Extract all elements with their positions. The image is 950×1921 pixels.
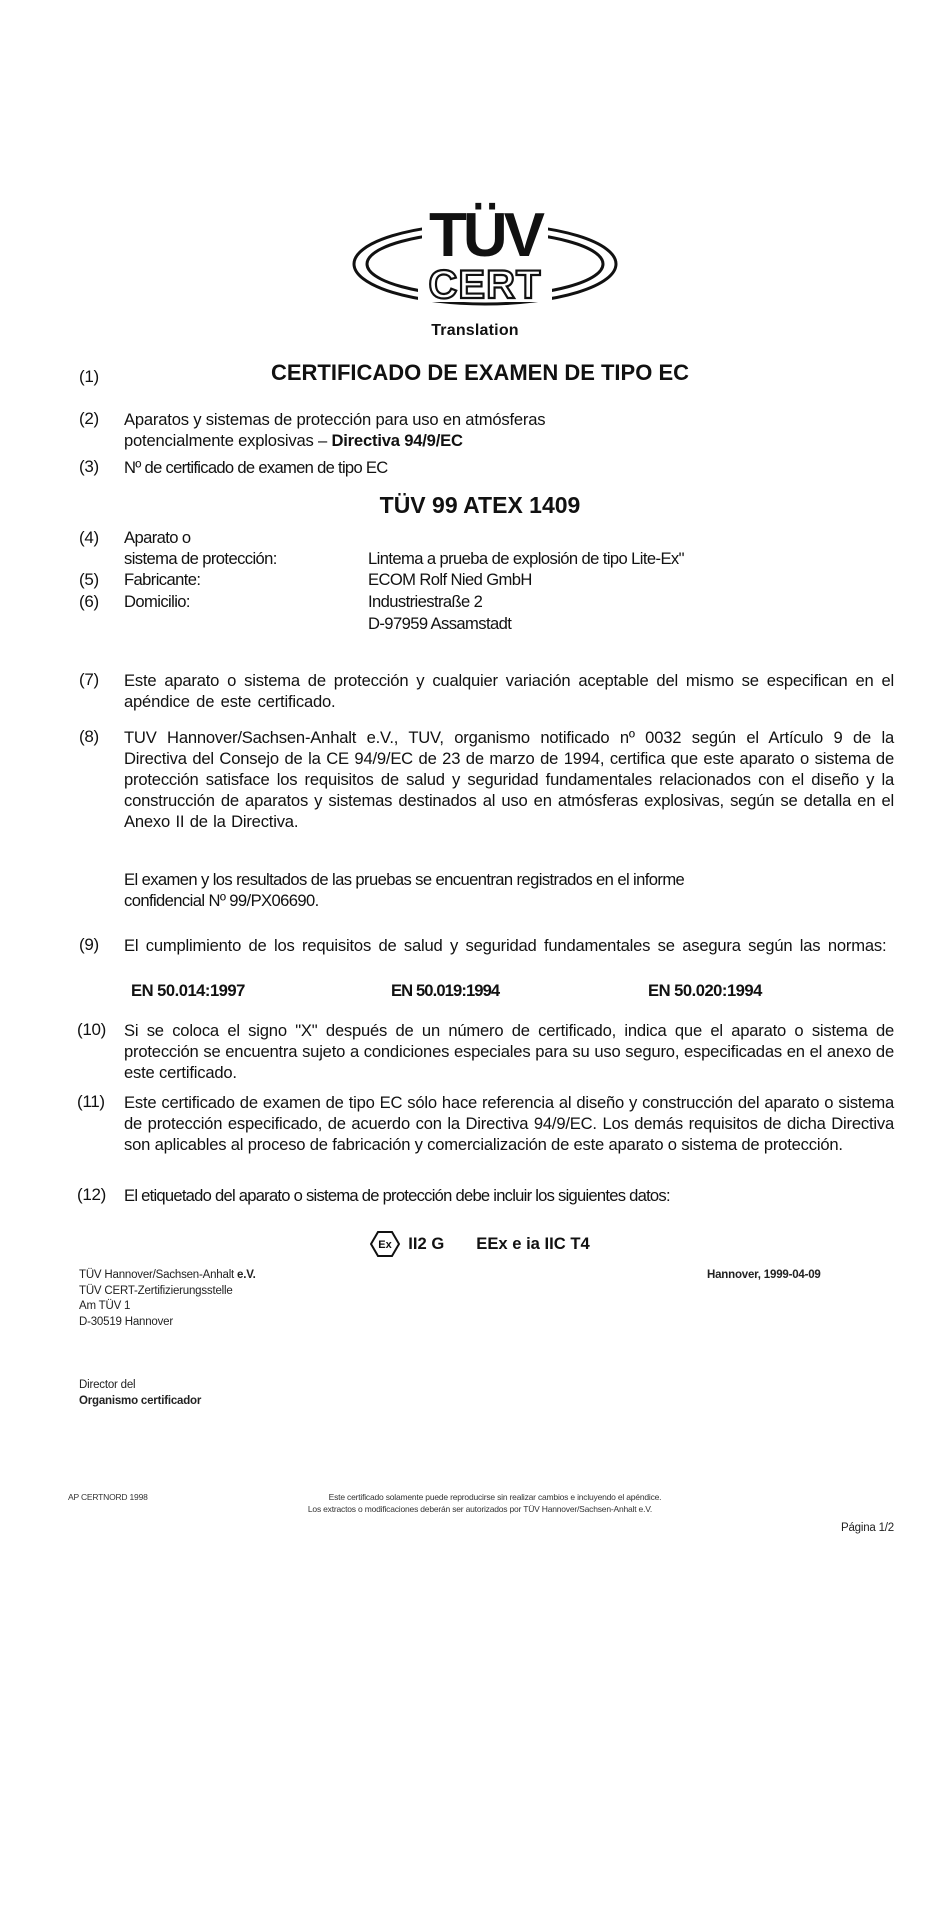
- item-8-report-line-2: confidencial Nº 99/PX06690.: [124, 891, 319, 910]
- item-number-2: (2): [79, 409, 99, 428]
- item-8-report-line-1: El examen y los resultados de las pruebas se encuentran registrados en el informe: [124, 870, 685, 889]
- address-line-1: Industriestraße 2: [368, 592, 483, 611]
- standard-2: EN 50.019:1994: [391, 981, 500, 1000]
- issuer-block: [79, 1268, 256, 1330]
- address-line-2: D-97959 Assamstadt: [368, 614, 512, 633]
- footer-note-line-1: Este certificado solamente puede reproducirse sin realizar cambios e incluyendo el apéndice.: [328, 1492, 662, 1502]
- ex-icon-text: Ex: [378, 1239, 393, 1251]
- page-number: Página 1/2: [841, 1522, 894, 1534]
- issuer-name: TÜV Hannover/Sachsen-Anhalt: [79, 1269, 238, 1281]
- item-number-7: (7): [79, 670, 99, 689]
- item-12-text: El etiquetado del aparato o sistema de protección debe incluir los siguientes datos:: [124, 1186, 670, 1205]
- manufacturer-value: ECOM Rolf Nied GmbH: [368, 570, 532, 589]
- signature-block: [79, 1378, 201, 1409]
- item-number-11: (11): [77, 1092, 105, 1111]
- form-code: AP CERTNORD 1998: [68, 1492, 148, 1502]
- issuer-line-2: TÜV CERT-Zertifizierungsstelle: [79, 1284, 233, 1297]
- item-10-text: Si se coloca el signo "X" después de un número de certificado, indica que el aparato o sistema de protección se encuentra sujeto a condiciones especiales para su uso seguro, especificadas en el anexo de este certificado.: [124, 1021, 894, 1082]
- item-2-line-2-prefix: potencialmente explosivas –: [124, 431, 332, 450]
- tuv-cert-logo: [350, 196, 620, 308]
- item-number-3: (3): [79, 457, 99, 476]
- address-label: Domicilio:: [124, 592, 190, 611]
- certificate-number: TÜV 99 ATEX 1409: [379, 492, 581, 518]
- logo-text-bottom: CERT: [428, 263, 542, 307]
- item-number-9: (9): [79, 935, 99, 954]
- ex-hexagon-icon: [370, 1230, 400, 1258]
- place-date: Hannover, 1999-04-09: [707, 1269, 821, 1281]
- item-2-line-2: [124, 430, 894, 451]
- issuer-suffix: e.V.: [237, 1269, 256, 1281]
- issuer-line-1: [79, 1268, 256, 1284]
- footer-note: [0, 1491, 950, 1515]
- standard-1: EN 50.014:1997: [131, 981, 245, 1000]
- tuv-cert-logo-icon: [350, 196, 620, 308]
- manufacturer-label: Fabricante:: [124, 570, 201, 589]
- item-number-8: (8): [79, 727, 99, 746]
- logo-text-top: TÜV: [429, 201, 541, 270]
- item-2-line-1: Aparatos y sistemas de protección para uso en atmósferas: [124, 410, 546, 429]
- item-number-10: (10): [77, 1020, 107, 1039]
- item-4-label-line-2: sistema de protección:: [124, 549, 277, 568]
- item-8-report: [124, 869, 894, 911]
- marking-code: EEx e ia IIC T4: [476, 1234, 590, 1253]
- item-3-text: Nº de certificado de examen de tipo EC: [124, 458, 388, 477]
- signature-line-2: Organismo certificador: [79, 1394, 202, 1407]
- issuer-line-4: D-30519 Hannover: [79, 1315, 173, 1328]
- item-2-text: [124, 409, 894, 451]
- item-9-text: El cumplimiento de los requisitos de salud y seguridad fundamentales se asegura según las normas:: [124, 936, 887, 955]
- item-number-6: (6): [79, 592, 99, 611]
- issuer-line-3: Am TÜV 1: [79, 1300, 131, 1312]
- item-8-text: TUV Hannover/Sachsen-Anhalt e.V., TUV, organismo notificado nº 0032 según el Artículo 9 de la Directiva del Consejo de la CE 94/9/EC de 23 de marzo de 1994, certifica que este aparato o sistema de protección satisface los requisitos de salud y seguridad fundamentales relacionados con el diseño y la construcción de aparatos y sistemas destinados al uso en atmósferas explosivas, según se detalla en el Anexo II de la Directiva.: [124, 728, 894, 831]
- marking-group: II2 G: [408, 1234, 445, 1253]
- signature-line-1: Director del: [79, 1379, 136, 1391]
- item-7-text: Este aparato o sistema de protección y cualquier variación aceptable del mismo se especifican en el apéndice de este certificado.: [124, 671, 894, 711]
- translation-label: Translation: [431, 322, 519, 339]
- equipment-marking: [0, 1230, 950, 1258]
- item-number-1: (1): [79, 367, 99, 386]
- item-11-text: Este certificado de examen de tipo EC sólo hace referencia al diseño y construcción del aparato o sistema de protección especificado, de acuerdo con la Directiva 94/9/EC. Los demás requisitos de dicha Directiva son aplicables al proceso de fabricación y comercialización de este aparato o sistema de protección.: [124, 1093, 894, 1154]
- document-title: CERTIFICADO DE EXAMEN DE TIPO EC: [270, 360, 690, 385]
- item-number-4: (4): [79, 528, 99, 547]
- item-4-label-line-1: Aparato o: [124, 528, 191, 547]
- directive-reference: Directiva 94/9/EC: [331, 431, 463, 450]
- item-number-5: (5): [79, 570, 99, 589]
- standard-3: EN 50.020:1994: [648, 981, 762, 1000]
- footer-note-line-2: Los extractos o modificaciones deberán ser autorizados por TÜV Hannover/Sachsen-Anhalt e.V.: [307, 1504, 653, 1514]
- item-number-12: (12): [77, 1185, 107, 1204]
- equipment-value: Lintema a prueba de explosión de tipo Lite-Ex": [368, 549, 684, 568]
